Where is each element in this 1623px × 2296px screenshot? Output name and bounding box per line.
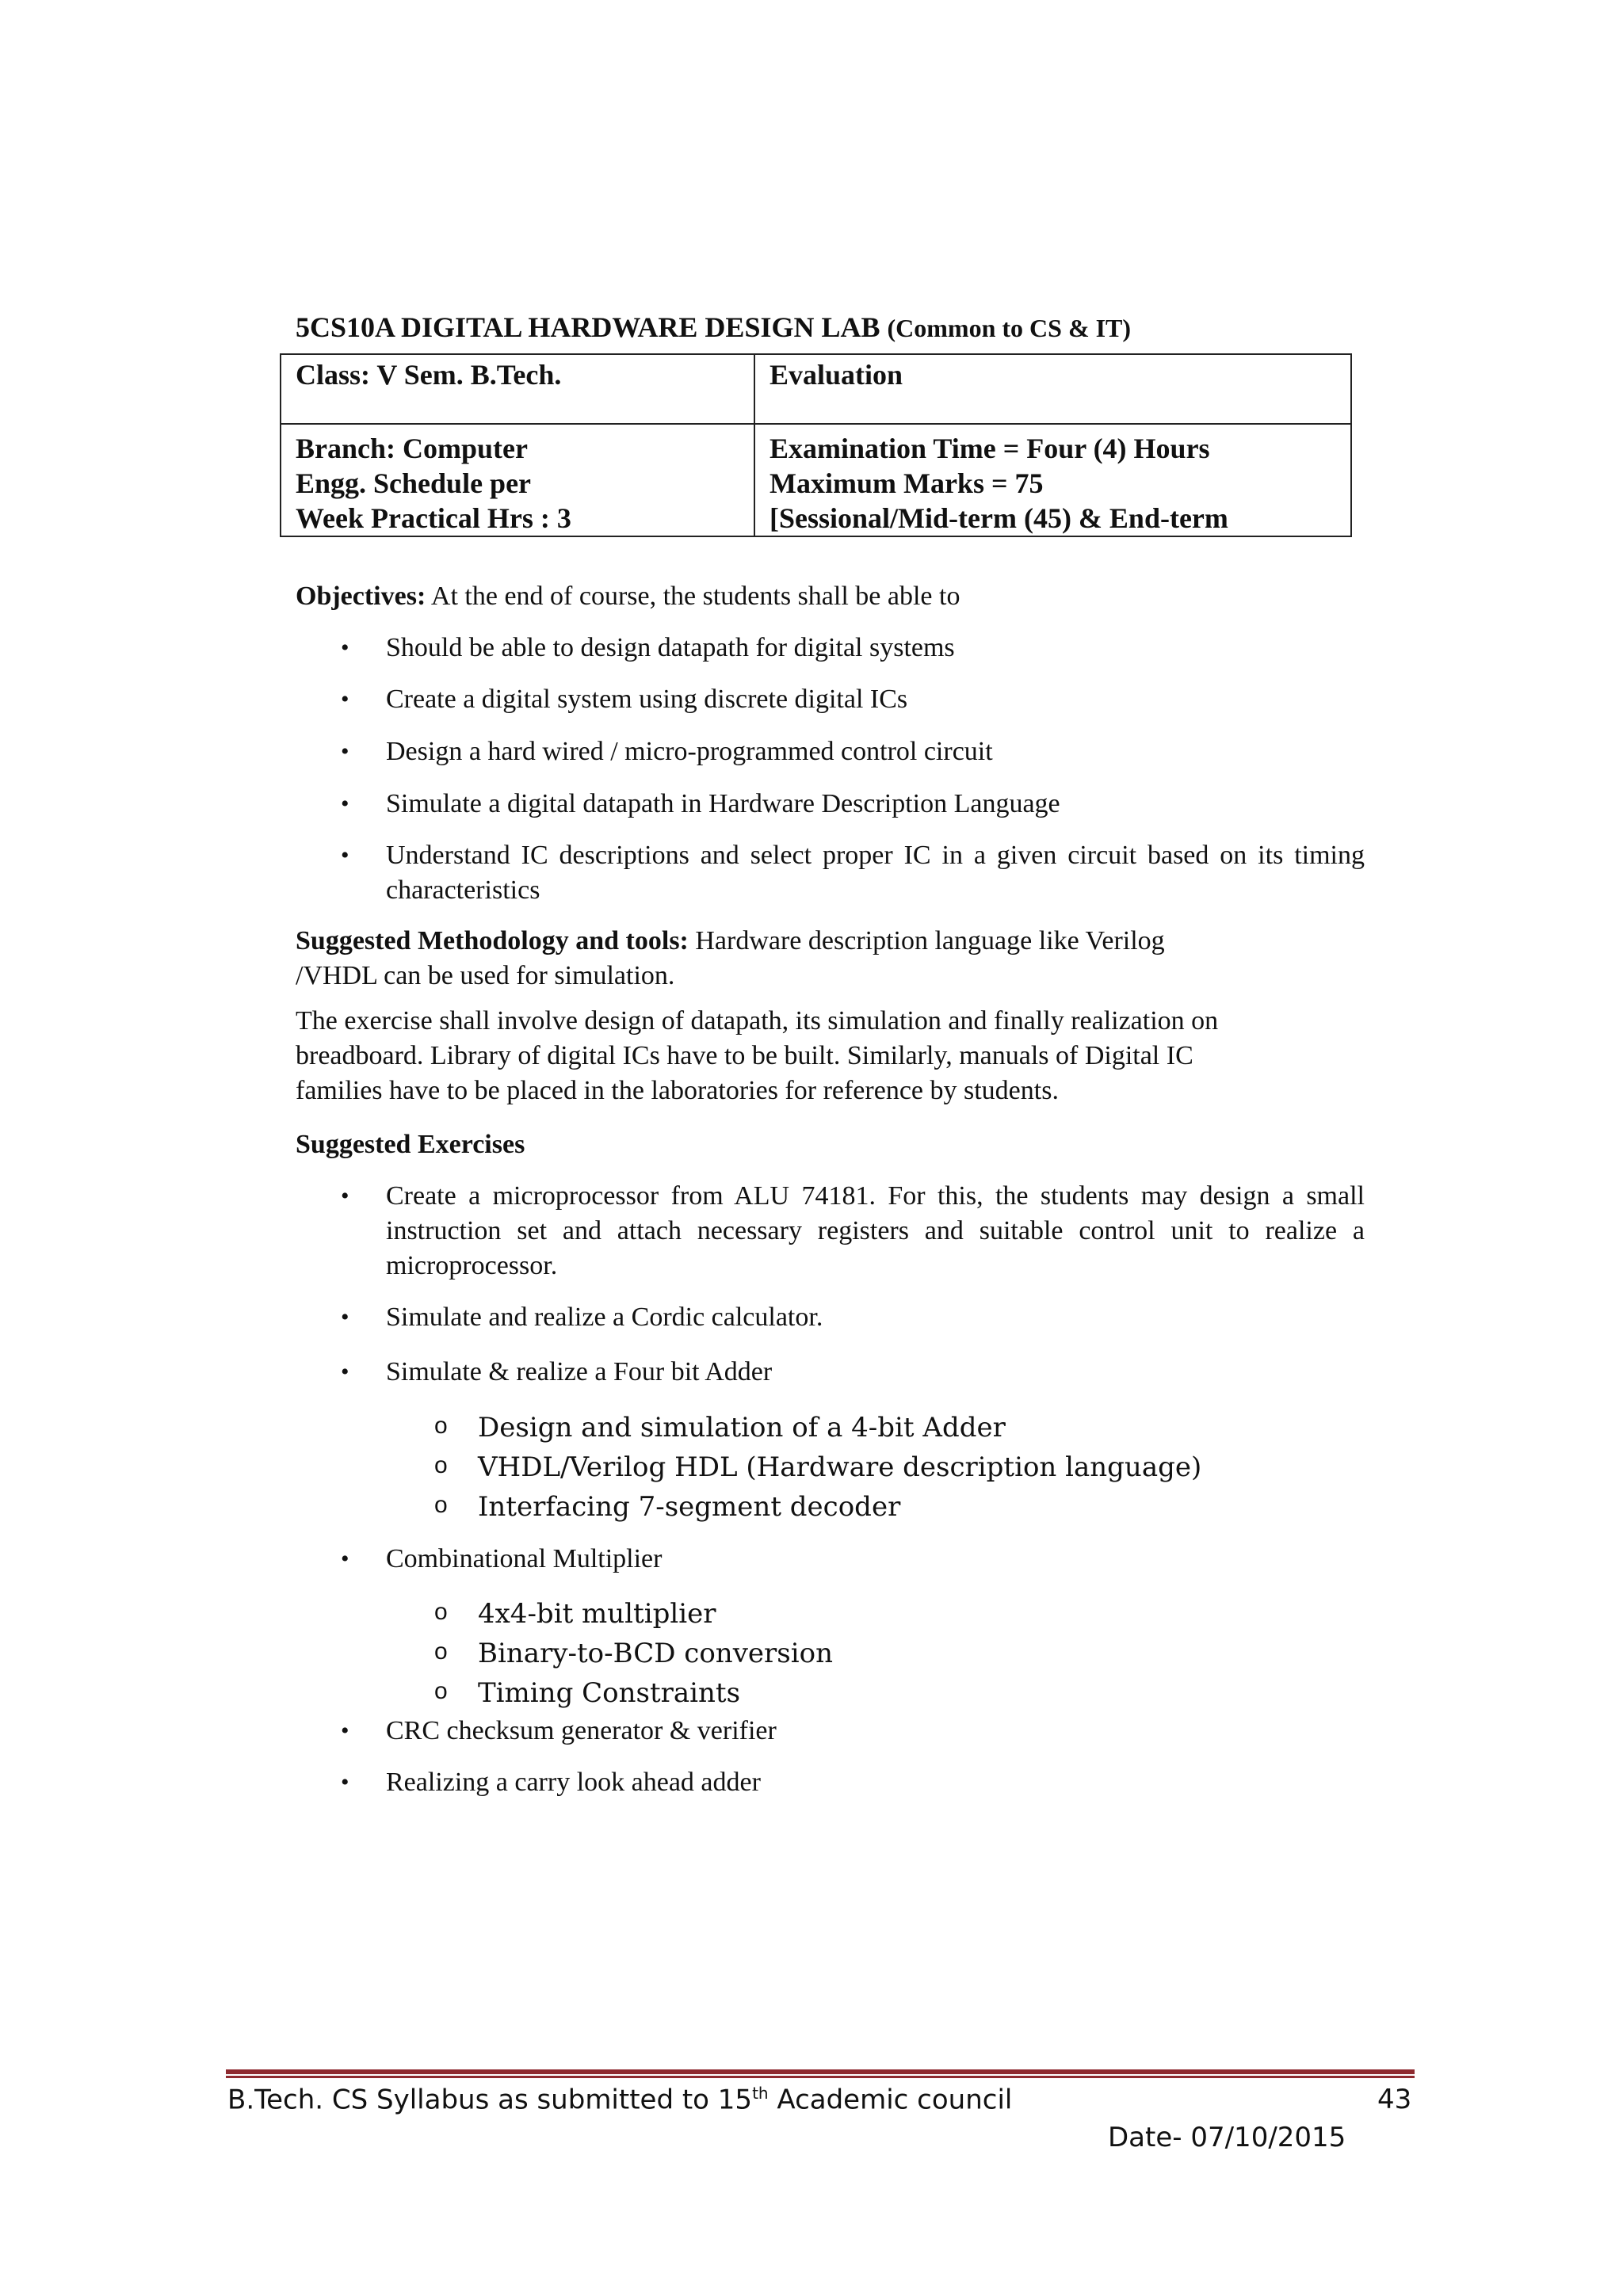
circle-bullet-icon: o (434, 1638, 448, 1665)
sub-item-text: Design and simulation of a 4-bit Adder (478, 1412, 1006, 1444)
objective-text: Design a hard wired / micro-programmed control circuit (386, 737, 993, 766)
circle-bullet-icon: o (434, 1452, 448, 1478)
bullet-icon: • (341, 1183, 349, 1209)
objectives-intro: At the end of course, the students shall be able to (426, 582, 960, 611)
common-to-label: (Common to CS & IT) (887, 314, 1132, 342)
exam-line: Examination Time = Four (4) Hours (769, 433, 1210, 464)
objective-text: Simulate a digital datapath in Hardware Description Language (386, 789, 1060, 818)
bullet-icon: • (341, 1769, 349, 1795)
exercise-text: Create a microprocessor from ALU 74181. For this, the students may design a small instruction set and attach necessary registers and suitable control unit to realize a microprocessor. (386, 1181, 1365, 1280)
exercise-text: CRC checksum generator & verifier (386, 1716, 777, 1745)
bullet-icon: • (341, 1718, 349, 1744)
bullet-icon: • (341, 635, 349, 661)
methodology-text: /VHDL can be used for simulation. (296, 961, 675, 990)
bullet-icon: • (341, 1304, 349, 1330)
bullet-icon: • (341, 686, 349, 712)
bullet-icon: • (341, 842, 349, 868)
objective-text: Create a digital system using discrete digital ICs (386, 685, 908, 714)
methodology-text: Hardware description language like Verilog (688, 926, 1165, 955)
footer-syllabus-note (227, 2084, 1012, 2115)
objectives-heading (296, 579, 1342, 614)
suggested-exercises-heading (296, 1127, 1342, 1162)
circle-bullet-icon: o (434, 1492, 448, 1518)
exercise-text: Simulate and realize a Cordic calculator. (386, 1302, 823, 1332)
footer-superscript: th (752, 2084, 769, 2103)
evaluation-cell: Evaluation (754, 354, 1351, 424)
paragraph-line: breadboard. Library of digital ICs have to be built. Similarly, manuals of Digital IC (296, 1041, 1193, 1070)
class-cell: Class: V Sem. B.Tech. (281, 354, 754, 424)
exercise-text: Combinational Multiplier (386, 1544, 663, 1573)
exam-cell (754, 424, 1351, 536)
objectives-label: Objectives: (296, 582, 426, 611)
bullet-icon: • (341, 738, 349, 765)
course-code-title: 5CS10A DIGITAL HARDWARE DESIGN LAB (296, 311, 880, 343)
sub-item-text: Timing Constraints (478, 1677, 741, 1709)
bullet-icon: • (341, 1546, 349, 1572)
bullet-icon: • (341, 1359, 349, 1385)
suggested-exercises-label: Suggested Exercises (296, 1130, 525, 1159)
sub-item-text: Binary-to-BCD conversion (478, 1638, 833, 1669)
circle-bullet-icon: o (434, 1413, 448, 1439)
methodology-label: Suggested Methodology and tools: (296, 926, 689, 955)
footer-date: Date- 07/10/2015 (1108, 2122, 1346, 2153)
circle-bullet-icon: o (434, 1599, 448, 1625)
paragraph-line: families have to be placed in the laboratories for reference by students. (296, 1076, 1059, 1105)
sub-item-text: 4x4-bit multiplier (478, 1598, 716, 1630)
footer-divider-thin (226, 2076, 1415, 2078)
exercise-text: Simulate & realize a Four bit Adder (386, 1357, 773, 1386)
exam-line: [Sessional/Mid-term (45) & End-term (769, 502, 1228, 534)
exam-line: Maximum Marks = 75 (769, 467, 1044, 499)
exercise-text: Realizing a carry look ahead adder (386, 1768, 761, 1797)
footer-suffix: Academic council (768, 2084, 1013, 2116)
course-info-table (280, 353, 1352, 537)
objective-text: Understand IC descriptions and select proper IC in a given circuit based on its timing characteristics (386, 841, 1365, 905)
bullet-icon: • (341, 791, 349, 817)
branch-cell (281, 424, 754, 536)
sub-item-text: Interfacing 7-segment decoder (478, 1491, 901, 1523)
branch-line: Branch: Computer (296, 433, 528, 464)
circle-bullet-icon: o (434, 1678, 448, 1704)
page-number: 43 (1377, 2084, 1412, 2115)
methodology-paragraph (296, 924, 1342, 994)
footer-divider (226, 2069, 1415, 2079)
branch-line: Week Practical Hrs : 3 (296, 502, 571, 534)
footer-divider-thick (226, 2069, 1415, 2074)
exercise-paragraph (296, 1004, 1342, 1108)
course-title (296, 311, 1131, 344)
branch-line: Engg. Schedule per (296, 467, 532, 499)
paragraph-line: The exercise shall involve design of datapath, its simulation and finally realization on (296, 1006, 1219, 1035)
sub-item-text: VHDL/Verilog HDL (Hardware description language) (478, 1451, 1202, 1483)
footer-prefix: B.Tech. CS Syllabus as submitted to 15 (227, 2084, 753, 2116)
objective-text: Should be able to design datapath for digital systems (386, 633, 955, 662)
